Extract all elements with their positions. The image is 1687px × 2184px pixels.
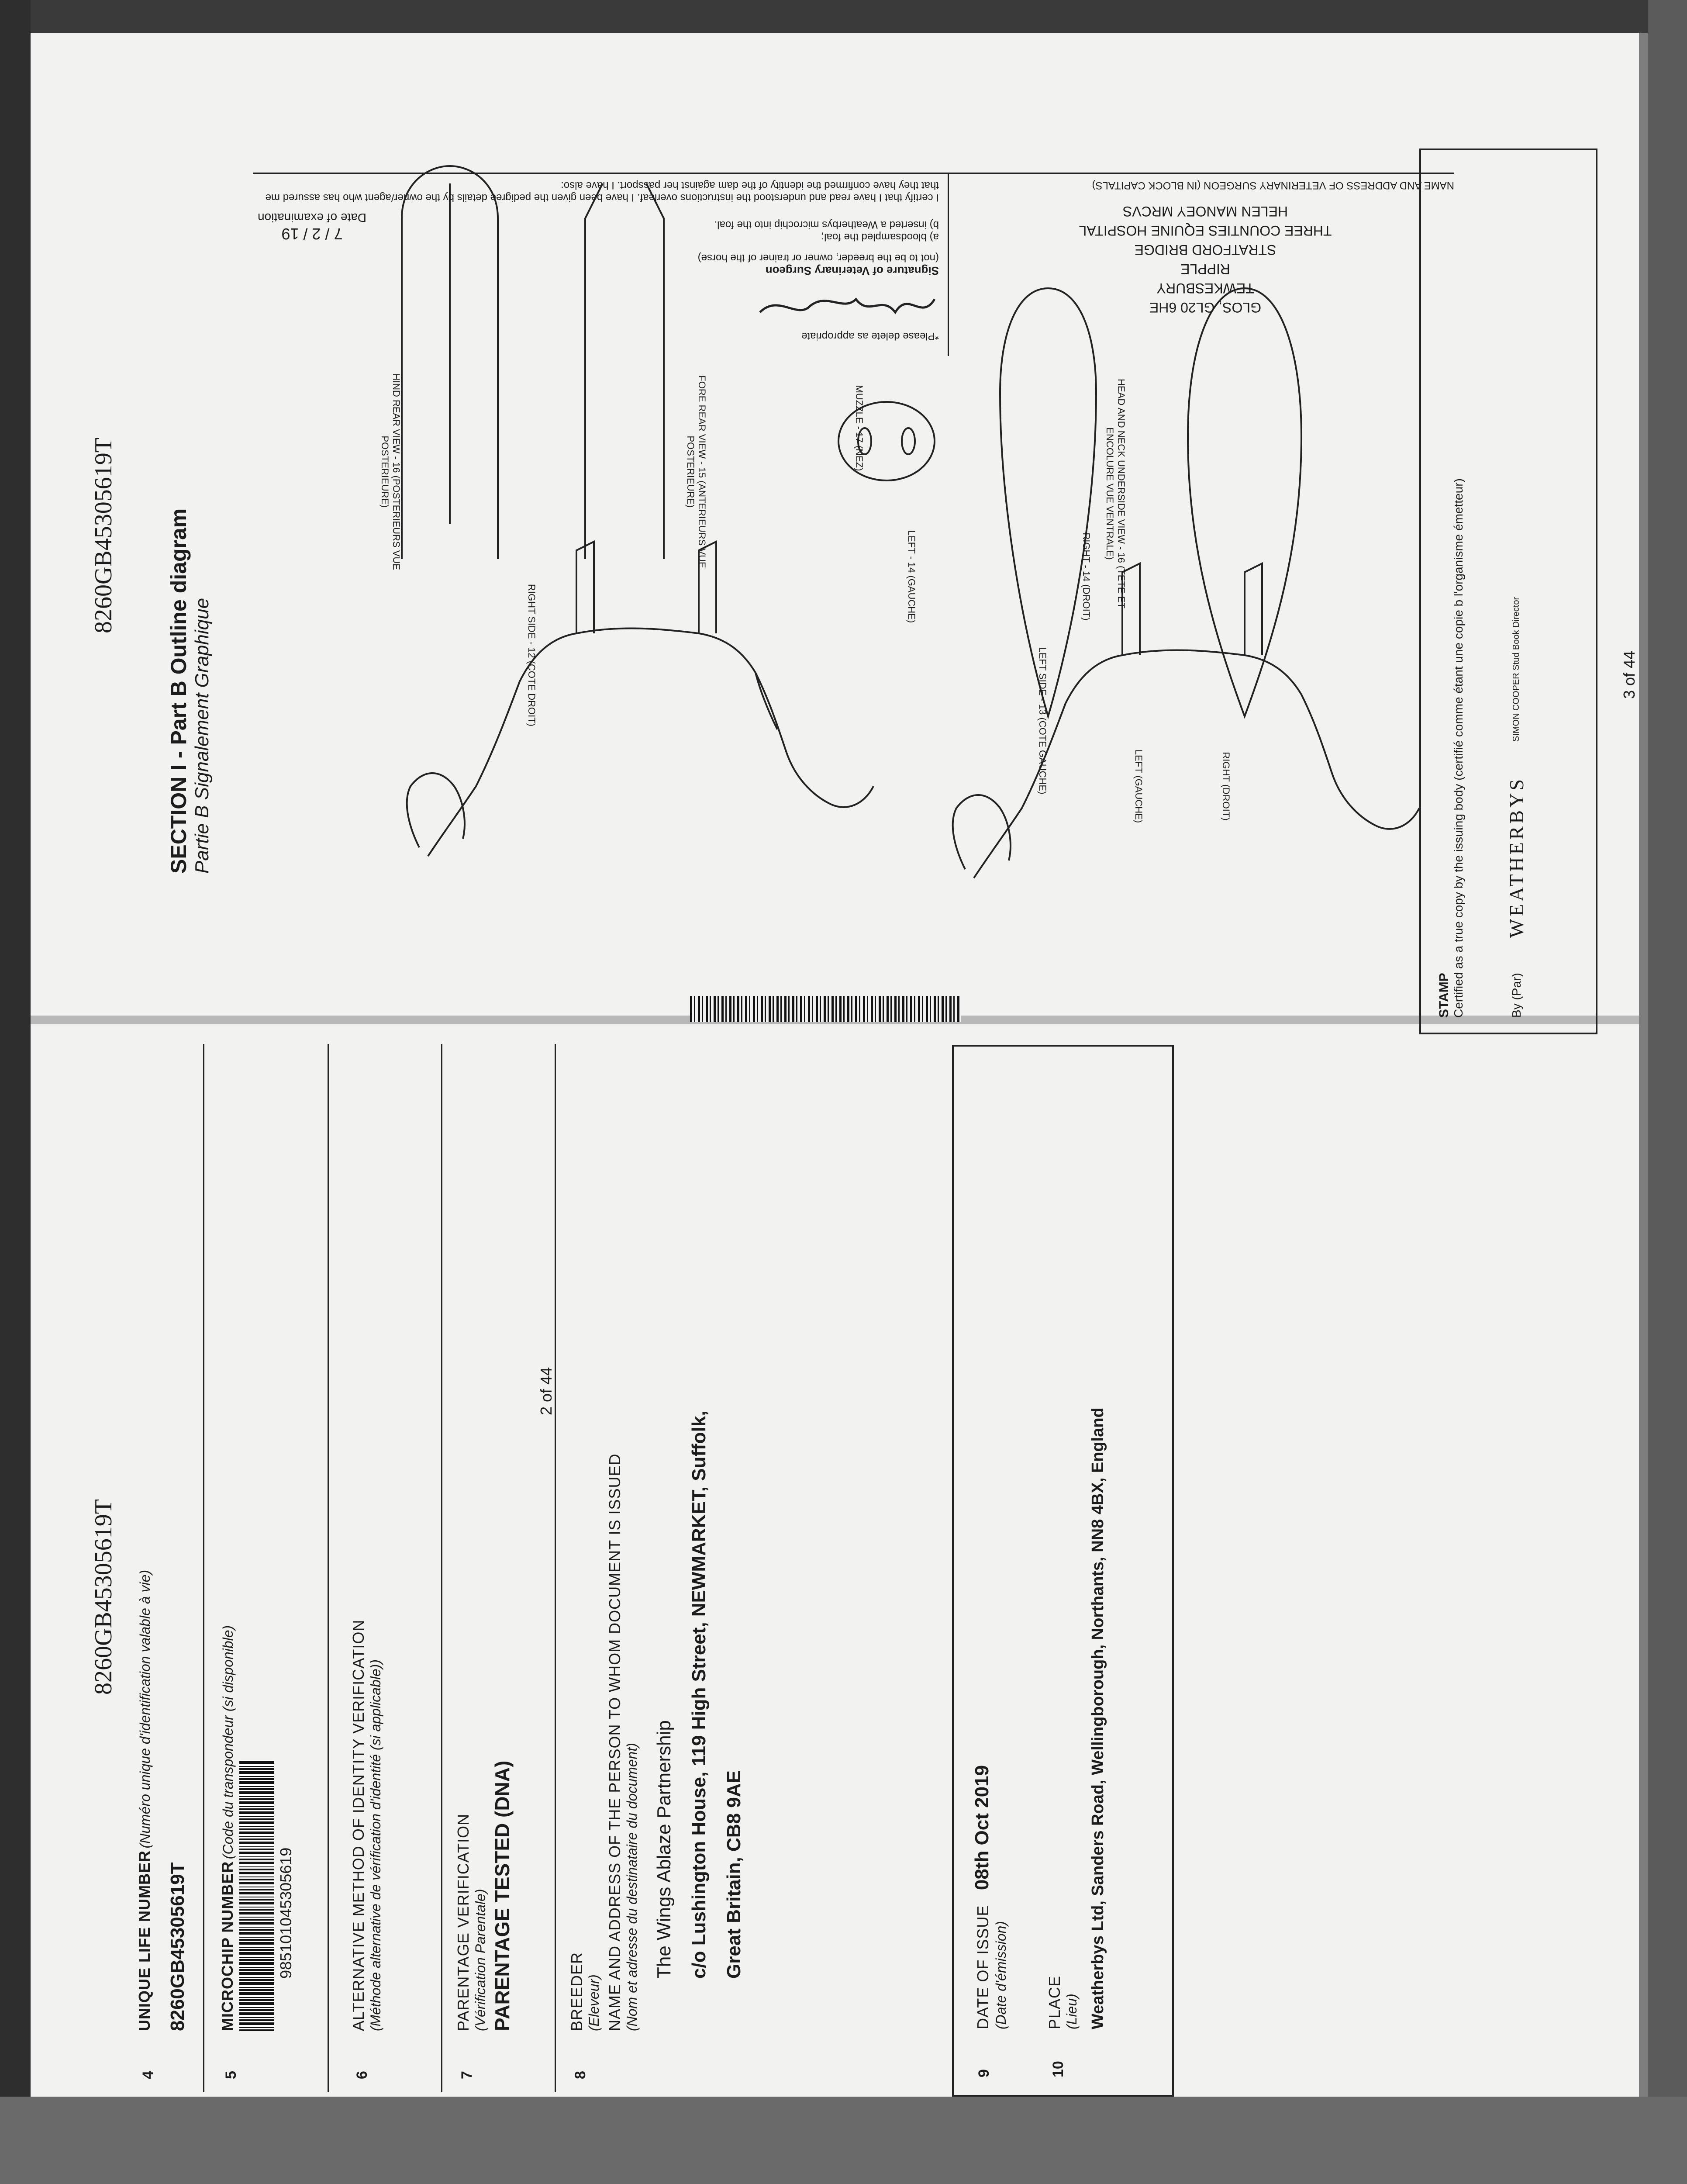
label-fore-rear: FORE REAR VIEW - 15 (ANTERIEURS VUE POSTERIEURE) <box>685 375 707 568</box>
field-unique-life-number: 4 UNIQUE LIFE NUMBER (Numéro unique d'identification valable à vie) 8260GB45305619T <box>135 1569 188 2079</box>
scan-edge-bottom <box>0 2097 1687 2184</box>
issue-box <box>952 1045 1174 2097</box>
field-divider <box>203 1044 204 2092</box>
label-head-neck: HEAD AND NECK UNDERSIDE VIEW - 16 (TETE ET ENCOLURE VUE VENTRALE) <box>1104 379 1127 608</box>
vet-address-block: GLOS, GL20 6HE TEWKESBURY RIPPLE STRATFORD BRIDGE THREE COUNTIES EQUINE HOSPITAL HELEN MANOEY MRCVS NAME AND ADDRESS OF VETERINARY SURGEON (IN BLOCK CAPITALS) <box>1079 180 1454 315</box>
right-header-id: 8260GB45305619T <box>90 438 117 633</box>
vet-signature <box>258 277 939 330</box>
field-place: 10 PLACE (Lieu) Weatherbys Ltd, Sanders Road, Wellingborough, Northants, NN8 4BX, England <box>1045 1407 1107 2077</box>
muzzle-shape <box>838 402 935 480</box>
label-left: LEFT (GAUCHE) <box>1133 749 1144 823</box>
field-microchip-number: 5 MICROCHIP NUMBER (Code du transpondeur (si disponible) 985101045305619 <box>218 1625 295 2079</box>
field-divider <box>441 1044 442 2092</box>
scan-edge-top <box>0 0 1687 33</box>
label-right-side: RIGHT SIDE - 12 (COTE DROIT) <box>526 584 537 726</box>
left-side-head-outline <box>953 795 1011 869</box>
vet-certification-block: *Please delete as appropriate Signature of Veterinary Surgeon (not to be the breeder, owner or trainer of the horse) a) bloodsampled the foal; b) inserted a Weatherbys microchip into the foal. 7 / 2 / 19 Date of examination I certify that I have read and understood the instructions overleaf. I have been given the pedigree details by the owner/agent who has assured me that they have confirmed the identity of the dam against her passport. I have also: <box>258 180 939 342</box>
field-date-of-issue: 9 DATE OF ISSUE 08th Oct 2019 (Date d'émission) <box>971 1765 1009 2077</box>
right-side-body-outline <box>428 628 873 856</box>
muzzle-outline <box>830 393 943 489</box>
field-breeder: 8 BREEDER (Eleveur) NAME AND ADDRESS OF THE PERSON TO WHOM DOCUMENT IS ISSUED (Nom et adresse du destinataire du document) The Wings Ablaze Partnership c/o Lushington House, 119 High Street, NEWMARKET, Suffolk, Great Britain, CB8 9AE <box>568 1410 745 2079</box>
section-title-block: SECTION I - Part B Outline diagram Partie B Signalement Graphique <box>166 508 213 874</box>
label-right-14: RIGHT - 14 (DROIT) <box>1081 532 1092 621</box>
vet-signature-scribble <box>756 282 939 330</box>
muzzle-nostril-right <box>902 428 915 454</box>
head-neck-underside-shape <box>1188 288 1301 716</box>
field-divider <box>328 1044 329 2092</box>
field-alternative-method: 6 ALTERNATIVE METHOD OF IDENTITY VERIFICATION (Méthode alternative de vérification d'identité (si applicable)) <box>349 1619 383 2079</box>
stamp-content: STAMP Certified as a true copy by the issuing body (certifié comme étant une copie b l'organisme émetteur) By (Par) WEATHERBYS SIMON COOPER Stud Book Director <box>1437 478 1528 1018</box>
weatherbys-logo: WEATHERBYS <box>1505 777 1528 938</box>
passport-barcode-strip <box>690 996 961 1022</box>
label-right: RIGHT (DROIT) <box>1221 752 1232 821</box>
left-header-id: 8260GB45305619T <box>90 1499 117 1695</box>
label-left-14: LEFT - 14 (GAUCHE) <box>906 530 917 623</box>
label-muzzle: MUZZLE - 17 (NEZ) <box>854 385 865 471</box>
microchip-barcode <box>239 1760 274 2031</box>
vet-divider <box>948 173 949 356</box>
head-neck-underside-outline <box>1135 262 1354 743</box>
head-top-view-shape <box>1000 288 1096 716</box>
field-parentage-verification: 7 PARENTAGE VERIFICATION (Vérification Parentale) PARENTAGE TESTED (DNA) <box>454 1760 514 2079</box>
vet-top-rule <box>253 173 1454 174</box>
label-left-side: LEFT SIDE - 13 (COTE GAUCHE) <box>1037 647 1048 795</box>
field-divider <box>555 1044 556 2092</box>
scan-edge-left <box>0 0 31 2184</box>
scan-edge-right <box>1648 0 1687 2184</box>
label-hind-rear: HIND REAR VIEW - 16 (POSTERIEURS VUE POSTERIEURE) <box>379 373 402 570</box>
passport-form <box>100 1048 1280 2079</box>
right-side-head-outline <box>407 773 465 847</box>
